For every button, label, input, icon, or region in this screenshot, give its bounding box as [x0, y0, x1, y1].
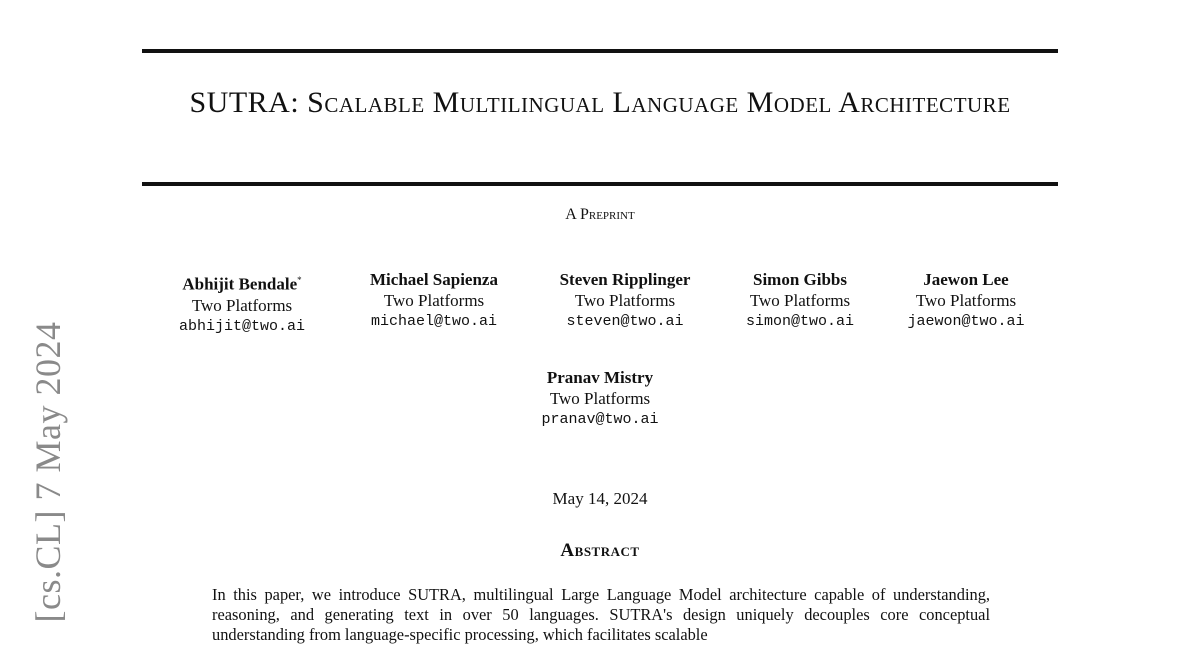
- author-block: [157, 270, 327, 337]
- preprint-label: A Preprint: [565, 206, 635, 223]
- author-email: jaewon@two.ai: [907, 313, 1025, 330]
- title-rule-top: [142, 49, 1058, 53]
- author-email: steven@two.ai: [566, 313, 684, 330]
- author-name: Abhijit Bendale*: [182, 274, 302, 294]
- author-email: abhijit@two.ai: [178, 317, 306, 335]
- author-block: [540, 270, 710, 332]
- abstract-text: In this paper, we introduce SUTRA, multilingual Large Language Model architecture capable of understanding, reasoning, and generating text in over 50 languages. SUTRA's design uniquely decouples core conceptual understanding from language-specific processing, which facilitates scalable: [212, 585, 990, 644]
- author-affiliation: Two Platforms: [191, 295, 293, 315]
- author-block: [881, 270, 1051, 332]
- author-affiliation: Two Platforms: [383, 291, 485, 310]
- author-affiliation: Two Platforms: [574, 291, 676, 310]
- arxiv-stamp: [cs.CL] 7 May 2024: [28, 321, 68, 623]
- author-block: [349, 270, 519, 332]
- author-block: [715, 270, 885, 332]
- author-affiliation: Two Platforms: [915, 291, 1017, 310]
- author-name: Simon Gibbs: [752, 270, 847, 289]
- author-email: simon@two.ai: [745, 313, 855, 330]
- author-email: michael@two.ai: [370, 313, 498, 330]
- author-affiliation: Two Platforms: [549, 389, 651, 408]
- abstract-heading: Abstract: [560, 540, 640, 561]
- author-name: Jaewon Lee: [923, 270, 1009, 289]
- title-rule-bottom: [142, 182, 1058, 186]
- author-name: Pranav Mistry: [546, 368, 654, 387]
- paper-title: SUTRA: Scalable Multilingual Language Model Architecture: [189, 86, 1011, 119]
- author-footnote-marker: *: [297, 275, 302, 285]
- author-block: [515, 368, 685, 430]
- author-name: Michael Sapienza: [370, 270, 498, 289]
- paper-date: May 14, 2024: [552, 489, 648, 508]
- author-email: pranav@two.ai: [541, 411, 659, 428]
- author-name: Steven Ripplinger: [559, 270, 691, 289]
- author-affiliation: Two Platforms: [749, 291, 851, 310]
